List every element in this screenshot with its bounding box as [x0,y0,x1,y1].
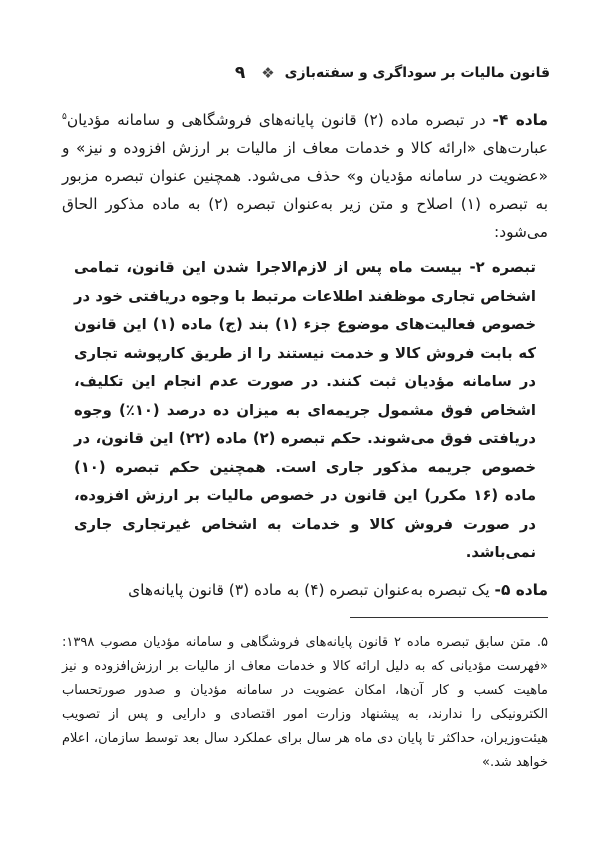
article-4-label: ماده ۴- [492,111,548,129]
main-text [62,106,548,612]
note-2-block: تبصره ۲- بیست ماه پس از لازم‌الاجرا شدن این قانون، تمامی اشخاص تجاری موظفند اطلاعات مرتبط با وجوه دریافتی خود در خصوص فعالیت‌های موضوع جزء (۱) بند (ج) ماده (۱) این قانون که بابت فروش کالا و خدمت نیستند را از طریق کارپوشه تجاری در سامانه مؤدیان ثبت کنند. در صورت عدم انجام این تکلیف، اشخاص فوق مشمول جریمه‌ای به میزان ده درصد (۱۰٪) وجوه دریافتی فوق می‌شوند. حکم تبصره (۲) ماده (۲۲) این قانون، در خصوص جریمه مذکور جاری است. همچنین حکم تبصره (۱۰) ماده (۱۶ مکرر) این قانون در خصوص مالیات بر ارزش افزوده، در صورت فروش کالا و خدمات به اشخاص غیرتجاری جاری نمی‌باشد. [74,259,537,561]
article-5-paragraph [62,576,548,604]
article-4-paragraph [62,106,548,246]
article-5-label: ماده ۵- [494,580,548,599]
diamond-ornament-icon: ❖ [261,64,275,82]
page-number: ۹ [234,63,246,83]
footnote-reference[interactable]: ۵ [62,111,67,122]
article-5-text: یک تبصره به‌عنوان تبصره (۴) به ماده (۳) قانون پایانه‌های [128,580,495,599]
article-4-text-continued: عبارت‌های «ارائه کالا و خدمات معاف از مالیات بر ارزش افزوده و نیز» و «عضویت در سامانه مؤدیان و» حذف می‌شود. همچنین عنوان تبصره مزبور به تبصره (۱) اصلاح و متن زیر به‌عنوان تبصره (۲) به ماده مذکور الحاق می‌شود: [62,139,548,241]
page-header [60,58,550,88]
article-4-text: در تبصره ماده (۲) قانون پایانه‌های فروشگاهی و سامانه مؤدیان [66,111,493,129]
footnote-5: ۵. متن سابق تبصره ماده ۲ قانون پایانه‌های فروشگاهی و سامانه مؤدیان مصوب ۱۳۹۸: «فهرست مؤدیانی که به دلیل ارائه کالا و خدمات معاف از مالیات بر ارزش‌افزوده و نیز ماهیت کسب و کار آن‌ها، امکان عضویت در سامانه مؤدیان و صدور صورتحساب الکترونیکی را ندارند، به پیشنهاد وزارت امور اقتصادی و دارایی و پس از تصویب هیئت‌وزیران، حداکثر تا پایان دی ماه هر سال برای عملکرد سال بعد توسط سازمان، اعلام خواهد شد.» [62,635,549,770]
footnote-divider [350,617,548,618]
running-title: قانون مالیات بر سوداگری و سفته‌بازی [284,65,550,81]
